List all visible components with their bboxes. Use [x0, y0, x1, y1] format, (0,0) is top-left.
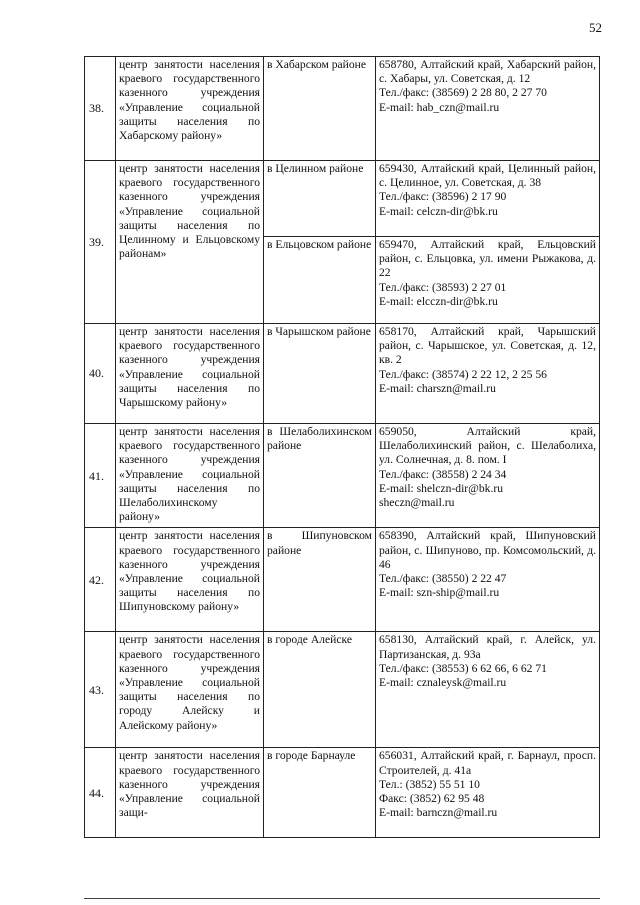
page-number: 52 [589, 20, 602, 35]
employment-centers-table [84, 56, 600, 838]
organization-name: центр занятости населения краевого государственного казенного учреждения «Управление социальной защиты населения по городу Алейску и Алейскому району» [116, 632, 264, 748]
district: в Шелаболихинском районе [264, 424, 376, 528]
address-contacts: 656031, Алтайский край, г. Барнаул, просп. Строителей, д. 41а Тел.: (3852) 55 51 10 Факс: (3852) 62 95 48 E-mail: barnczn@mail.ru [376, 748, 600, 838]
table-row [85, 424, 600, 528]
row-number: 38. [85, 57, 116, 161]
table-row [85, 748, 600, 838]
organization-name: центр занятости населения краевого государственного казенного учреждения «Управление социальной защиты населения по Целинному и Ельцовскому районам» [116, 161, 264, 324]
address-contacts: 659050, Алтайский край, Шелаболихинский район, с. Шелаболиха, ул. Солнечная, д. 8. пом. I Тел./факс: (38558) 2 24 34 E-mail: shelczn-dir@bk.ru sheczn@mail.ru [376, 424, 600, 528]
row-number: 44. [85, 748, 116, 838]
table-row [85, 528, 600, 632]
organization-name: центр занятости населения краевого государственного казенного учреждения «Управление социальной защи- [116, 748, 264, 838]
row-number: 43. [85, 632, 116, 748]
table-row [85, 161, 600, 237]
row-number: 40. [85, 324, 116, 424]
address-contacts: 658390, Алтайский край, Шипуновский район, с. Шипуново, пр. Комсомольский, д. 46 Тел./факс: (38550) 2 22 47 E-mail: szn-ship@mail.ru [376, 528, 600, 632]
district: в Ельцовском районе [264, 237, 376, 324]
address-contacts: 659430, Алтайский край, Целинный район, с. Целинное, ул. Советская, д. 38 Тел./факс: (38596) 2 17 90 E-mail: celczn-dir@bk.ru [376, 161, 600, 237]
district: в Шипуновском районе [264, 528, 376, 632]
address-contacts: 658130, Алтайский край, г. Алейск, ул. Партизанская, д. 93а Тел./факс: (38553) 6 62 66, 6 62 71 E-mail: cznaleysk@mail.ru [376, 632, 600, 748]
organization-name: центр занятости населения краевого государственного казенного учреждения «Управление социальной защиты населения по Шипуновскому району» [116, 528, 264, 632]
table-row [85, 632, 600, 748]
address-contacts: 659470, Алтайский край, Ельцовский район, с. Ельцовка, ул. имени Рыжакова, д. 22 Тел./факс: (38593) 2 27 01 E-mail: elcczn-dir@bk.ru [376, 237, 600, 324]
table-row [85, 57, 600, 161]
bottom-rule [84, 898, 600, 899]
district: в Чарышском районе [264, 324, 376, 424]
row-number: 41. [85, 424, 116, 528]
district: в городе Барнауле [264, 748, 376, 838]
organization-name: центр занятости населения краевого государственного казенного учреждения «Управление социальной защиты населения по Чарышскому району» [116, 324, 264, 424]
district: в Хабарском районе [264, 57, 376, 161]
district: в Целинном районе [264, 161, 376, 237]
address-contacts: 658780, Алтайский край, Хабарский район, с. Хабары, ул. Советская, д. 12 Тел./факс: (38569) 2 28 80, 2 27 70 E-mail: hab_czn@mail.ru [376, 57, 600, 161]
address-contacts: 658170, Алтайский край, Чарышский район, с. Чарышское, ул. Советская, д. 12, кв. 2 Тел./факс: (38574) 2 22 12, 2 25 56 E-mail: charszn@mail.ru [376, 324, 600, 424]
table-row [85, 324, 600, 424]
organization-name: центр занятости населения краевого государственного казенного учреждения «Управление социальной защиты населения по Шелаболихинскому району» [116, 424, 264, 528]
district: в городе Алейске [264, 632, 376, 748]
row-number: 42. [85, 528, 116, 632]
organization-name: центр занятости населения краевого государственного казенного учреждения «Управление социальной защиты населения по Хабарскому району» [116, 57, 264, 161]
row-number: 39. [85, 161, 116, 324]
